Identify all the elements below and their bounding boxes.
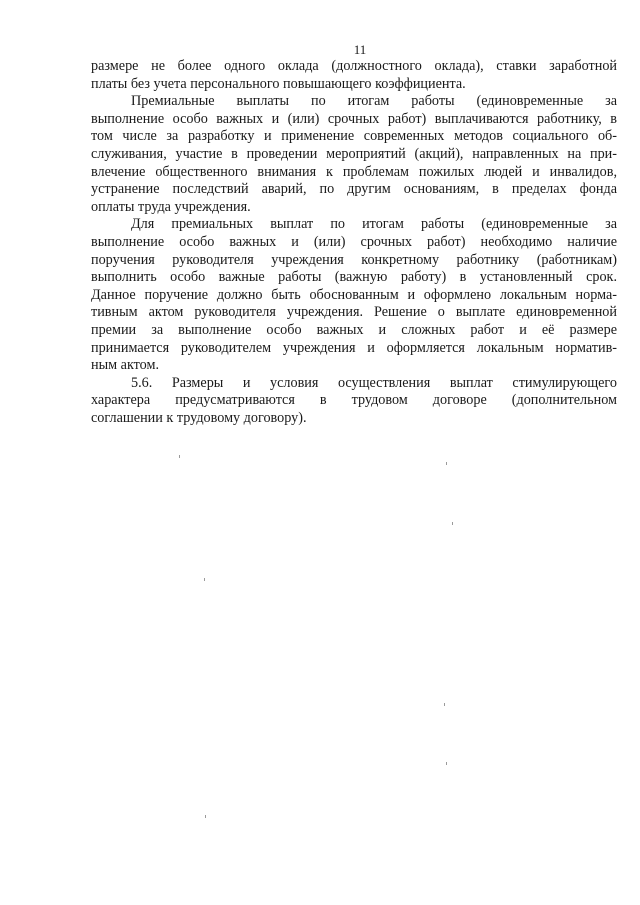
text-line: влечение общественного внимания к проблемам пожилых людей и инвалидов,	[91, 163, 617, 180]
text-line: оплаты труда учреждения.	[91, 198, 251, 215]
text-line: характера предусматриваются в трудовом договоре (дополнительном	[91, 392, 617, 409]
text-line: выполнение особо важных и (или) срочных работ) необходимо наличие	[91, 233, 617, 250]
text-line: Премиальные выплаты по итогам работы (единовременные за	[131, 93, 617, 110]
text-line: поручения руководителя учреждения конкретному работнику (работникам)	[91, 251, 617, 268]
scan-speck	[444, 703, 445, 706]
text-line: 5.6. Размеры и условия осуществления выплат стимулирующего	[131, 374, 617, 391]
text-line: выполнение особо важных и (или) срочных работ) выплачиваются работнику, в	[91, 110, 617, 127]
scan-speck	[204, 578, 205, 581]
text-line: ным актом.	[91, 357, 160, 374]
text-line: выполнить особо важные работы (важную работу) в установленный срок.	[91, 269, 617, 286]
scan-speck	[446, 762, 447, 765]
text-line: Для премиальных выплат по итогам работы (единовременные за	[131, 216, 617, 233]
scan-speck	[446, 462, 447, 465]
paragraph-2	[91, 93, 617, 216]
text-line: премии за выполнение особо важных и сложных работ и её размере	[91, 321, 617, 338]
scan-speck	[452, 522, 453, 525]
page-number: 11	[353, 42, 367, 57]
text-line: том числе за разработку и применение современных методов социального об-	[91, 128, 617, 145]
scan-speck	[179, 455, 180, 458]
text-line: устранение последствий аварий, по другим основаниям, в пределах фонда	[91, 181, 617, 198]
text-line: Данное поручение должно быть обоснованным и оформлено локальным норма-	[91, 286, 617, 303]
document-body	[91, 58, 617, 427]
text-line: служивания, участие в проведении мероприятий (акций), направленных на при-	[91, 145, 617, 162]
text-line: соглашении к трудовому договору).	[91, 409, 307, 426]
paragraph-4	[91, 375, 617, 428]
scan-speck	[205, 815, 206, 818]
text-line: принимается руководителем учреждения и оформляется локальным норматив-	[91, 339, 617, 356]
text-line: размере не более одного оклада (должностного оклада), ставки заработной	[91, 58, 617, 74]
paragraph-1	[91, 58, 617, 93]
text-line: платы без учета персонального повышающего коэффициента.	[91, 75, 466, 92]
text-line: тивным актом руководителя учреждения. Решение о выплате единовременной	[91, 304, 617, 321]
paragraph-3	[91, 216, 617, 374]
